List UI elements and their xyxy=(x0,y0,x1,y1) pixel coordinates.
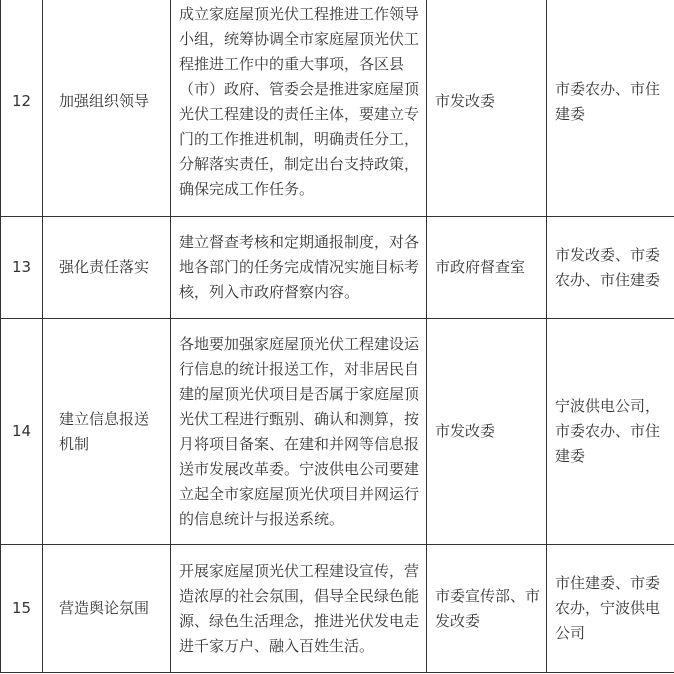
row-number: 13 xyxy=(1,217,43,319)
cooperating-departments-text: 市委农办、市住建委 xyxy=(555,79,661,123)
cooperating-departments xyxy=(547,319,674,545)
task-content-text: 建立督查考核和定期通报制度，对各地各部门的任务完成情况实施目标考核，列入市政府督察内容。 xyxy=(179,233,420,301)
cooperating-departments xyxy=(547,0,674,217)
lead-department xyxy=(427,0,547,217)
lead-department-text: 市政府督查室 xyxy=(435,258,526,276)
task-content-text: 各地要加强家庭屋顶光伏工程建设运行信息的统计报送工作，对非居民自建的屋顶光伏项目是否属于家庭屋顶光伏工程进行甄别、确认和测算，按月将项目备案、在建和并网等信息报送市发展改革委。宁波供电公司要建立起全市家庭屋顶光伏项目并网运行的信息统计与报送系统。 xyxy=(179,334,420,528)
task-name-text: 建立信息报送机制 xyxy=(59,409,150,453)
lead-department-text: 市发改委 xyxy=(435,92,496,110)
row-number: 15 xyxy=(1,545,43,673)
task-content xyxy=(171,0,427,217)
table-row xyxy=(1,319,674,545)
cooperating-departments xyxy=(547,545,674,673)
task-name-text: 加强组织领导 xyxy=(59,92,150,110)
cooperating-departments xyxy=(547,217,674,319)
table-row xyxy=(1,545,674,673)
task-name xyxy=(43,545,171,673)
task-content xyxy=(171,319,427,545)
lead-department-text: 市发改委 xyxy=(435,422,496,440)
lead-department-text: 市委宣传部、市发改委 xyxy=(435,586,541,630)
task-content xyxy=(171,545,427,673)
cooperating-departments-text: 市住建委、市委农办，宁波供电公司 xyxy=(555,574,661,642)
task-content xyxy=(171,217,427,319)
lead-department xyxy=(427,319,547,545)
task-name xyxy=(43,0,171,217)
task-name xyxy=(43,319,171,545)
task-content-text: 开展家庭屋顶光伏工程建设宣传，营造浓厚的社会氛围，倡导全民绿色能源、绿色生活理念，推进光伏发电走进千家万户、融入百姓生活。 xyxy=(179,561,420,655)
table-row xyxy=(1,0,674,217)
lead-department xyxy=(427,545,547,673)
task-name-text: 营造舆论氛围 xyxy=(59,599,150,617)
lead-department xyxy=(427,217,547,319)
table-row xyxy=(1,217,674,319)
cooperating-departments-text: 市发改委、市委农办、市住建委 xyxy=(555,245,661,289)
task-name-text: 强化责任落实 xyxy=(59,258,150,276)
task-content-text: 成立家庭屋顶光伏工程推进工作领导小组，统筹协调全市家庭屋顶光伏工程推进工作中的重大事项，各区县（市）政府、管委会是推进家庭屋顶光伏工程建设的责任主体，要建立专门的工作推进机制，明确责任分工，分解落实责任，制定出台支持政策，确保完成工作任务。 xyxy=(179,4,420,198)
row-number: 12 xyxy=(1,0,43,217)
cooperating-departments-text: 宁波供电公司，市委农办、市住建委 xyxy=(555,397,661,465)
row-number: 14 xyxy=(1,319,43,545)
task-name xyxy=(43,217,171,319)
